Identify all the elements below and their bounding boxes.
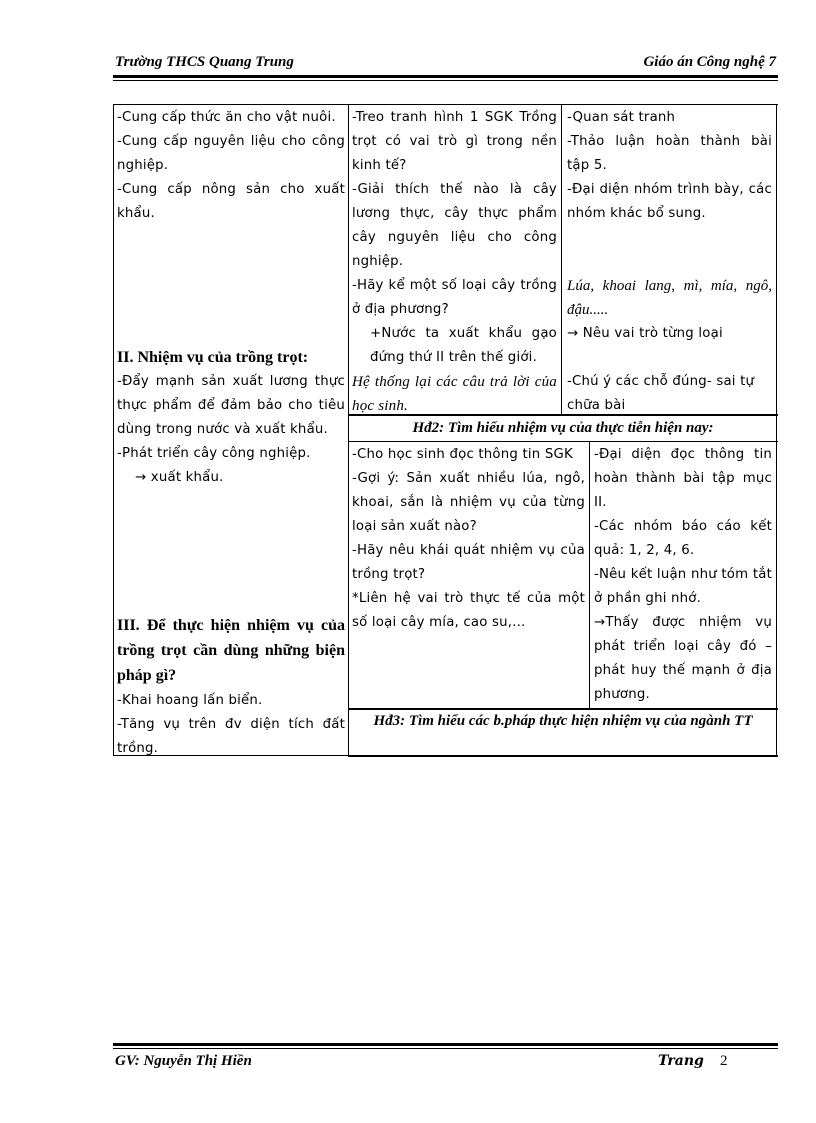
col3-line: →Thấy được nhiệm vụ phát triển loại cây đó – phát huy thế mạnh ở địa phương.	[594, 615, 772, 702]
table-left-border	[113, 104, 114, 755]
col2b-right-border	[589, 441, 590, 709]
section-heading-2: II. Nhiệm vụ của trồng trọt:	[117, 349, 309, 366]
col3-line: -Đại diện nhóm trình bày, các nhóm khác bổ sung.	[567, 182, 772, 221]
col1-line: -Cung cấp nguyên liệu cho công nghiệp.	[117, 134, 345, 173]
col3-line: -Nêu kết luận như tóm tắt ở phần ghi nhớ.	[594, 567, 772, 606]
footer-rule-thin	[113, 1048, 778, 1049]
col3-answer: Lúa, khoai lang, mì, mía, ngô, đậu.....	[567, 278, 772, 318]
teacher-name: GV: Nguyễn Thị Hiền	[115, 1053, 252, 1069]
page-label: Trang	[658, 1053, 704, 1069]
col3-line: -Quan sát tranh	[567, 110, 676, 125]
section-heading-3: III. Để thực hiện nhiệm vụ của trồng trọt cần dùng những biện pháp gì?	[117, 617, 345, 684]
col2-line: +Nước ta xuất khẩu gạo đứng thứ II trên thế giới.	[370, 326, 557, 365]
col2-line: -Giải thích thế nào là cây lương thực, cây thực phẩm cây nguyên liệu cho công nghiệp.	[352, 182, 557, 269]
footer-rule-thick	[113, 1043, 778, 1046]
col3-student-activities-1	[567, 106, 772, 226]
hd3-bottom-border	[348, 755, 778, 757]
hd3-heading: Hđ3: Tìm hiểu các b.pháp thực hiện nhiệm vụ của ngành TT	[373, 713, 753, 729]
col2-line: *Liên hệ vai trò thực tế của một số loại cây mía, cao su,...	[352, 591, 585, 630]
col2-summary: Hệ thống lại các câu trả lời của học sinh.	[352, 374, 557, 414]
col3-line: -Đại diện đọc thông tin hoàn thành bài tập mục II.	[594, 447, 772, 510]
col3-line: -Các nhóm báo cáo kết quả: 1, 2, 4, 6.	[594, 519, 772, 558]
col2-teacher-activities-2	[352, 443, 585, 635]
page-header	[113, 52, 778, 76]
school-name: Trường THCS Quang Trung	[115, 54, 294, 70]
col1-line: -Cung cấp nông sản cho xuất khẩu.	[117, 182, 345, 221]
col1-line: -Tăng vụ trên đv diện tích đất trồng.	[117, 717, 345, 756]
hd2-heading: Hđ2: Tìm hiểu nhiệm vụ của thực tiễn hiện nay:	[412, 420, 714, 436]
table-right-border-top	[776, 104, 777, 415]
col1-line: -Khai hoang lấn biển.	[117, 693, 263, 708]
col1-right-border	[348, 104, 349, 755]
col3-role: → Nêu vai trò từng loại	[567, 326, 723, 341]
col2-line: -Gợi ý: Sản xuất nhiều lúa, ngô, khoai, sắn là nhiệm vụ của từng loại sản xuất nào?	[352, 471, 585, 534]
page-number: 2	[720, 1053, 728, 1069]
header-rule-thick	[113, 75, 778, 78]
table-top-border	[113, 104, 778, 105]
hd2-right-border	[776, 414, 777, 709]
col2a-right-border	[561, 104, 562, 415]
col2-teacher-activities-1	[352, 106, 557, 418]
col3-fix: -Chú ý các chỗ đúng- sai tự chữa bài	[567, 374, 755, 413]
col1-section2	[117, 370, 345, 490]
col1-line: -Đẩy mạnh sản xuất lương thực thực phẩm để đảm bảo cho tiêu dùng trong nước và xuất khẩu.	[117, 374, 345, 437]
col1-line: → xuất khẩu.	[135, 470, 224, 485]
subject-title: Giáo án Công nghệ 7	[643, 54, 776, 70]
col3-line: -Thảo luận hoàn thành bài tập 5.	[567, 134, 772, 173]
hd3-right-border	[776, 708, 777, 756]
col1-section1	[117, 106, 345, 226]
col3-student-activities-2	[594, 443, 772, 707]
hd2-bottom-border	[348, 441, 778, 442]
col1-line: -Phát triển cây công nghiệp.	[117, 446, 311, 461]
col2-line: -Hãy nêu khái quát nhiệm vụ của trồng trọt?	[352, 543, 585, 582]
col2-line: -Treo tranh hình 1 SGK Trồng trọt có vai trò gì trong nền kinh tế?	[352, 110, 557, 173]
header-rule-thin	[113, 80, 778, 81]
col2-line: -Hãy kể một số loại cây trồng ở địa phương?	[352, 278, 557, 317]
col2-line: -Cho học sinh đọc thông tin SGK	[352, 447, 573, 462]
col1-line: -Cung cấp thức ăn cho vật nuôi.	[117, 110, 336, 125]
col1-section3	[117, 689, 345, 761]
